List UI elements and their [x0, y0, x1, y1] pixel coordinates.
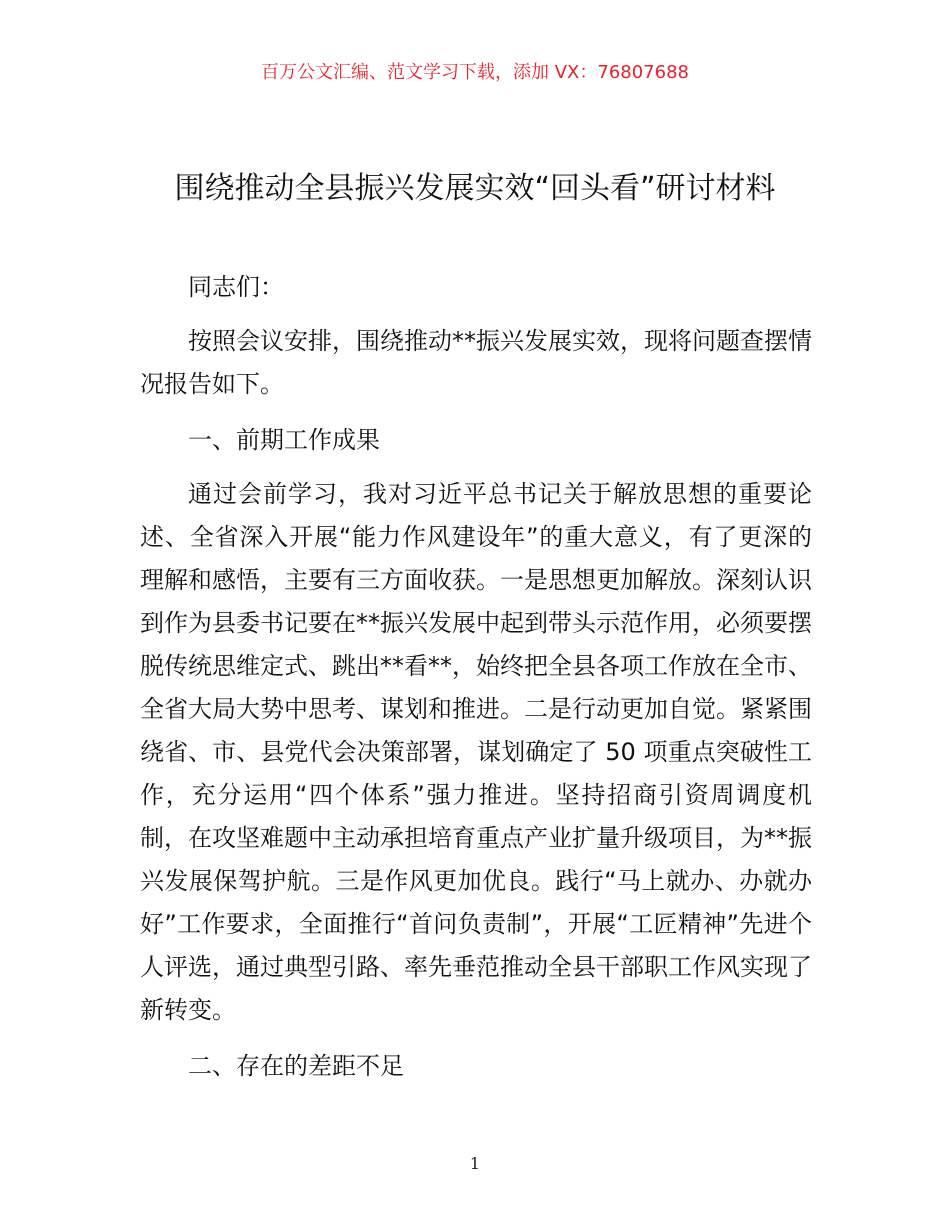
page-number: 1	[469, 1154, 481, 1173]
document-title: 围绕推动全县振兴发展实效“回头看”研讨材料	[174, 171, 776, 206]
intro-paragraph: 按照会议安排，围绕推动**振兴发展实效，现将问题查摆情况报告如下。	[140, 327, 812, 398]
section-1-heading: 一、前期工作成果	[188, 426, 380, 454]
section-1-paragraph: 通过会前学习，我对习近平总书记关于解放思想的重要论述、全省深入开展“能力作风建设年”的重大意义，有了更深的理解和感悟，主要有三方面收获。一是思想更加解放。深刻认识到作为县委书记要在**振兴发展中起到带头示范作用，必须要摆脱传统思维定式、跳出**看**，始终把全县各项工作放在全市、全省大局大势中思考、谋划和推进。二是行动更加自觉。紧紧围绕省、市、县党代会决策部署，谋划确定了 50 项重点突破性工作，充分运用“四个体系”强力推进。坚持招商引资周调度机制，在攻坚难题中主动承担培育重点产业扩量升级项目，为**振兴发展保驾护航。三是作风更加优良。践行“马上就办、办就办好”工作要求，全面推行“首问负责制”，开展“工匠精神”先进个人评选，通过典型引路、率先垂范推动全县干部职工作风实现了新转变。	[140, 480, 812, 1024]
document-body	[140, 266, 812, 1088]
salutation: 同志们：	[188, 273, 284, 301]
section-2-heading: 二、存在的差距不足	[188, 1052, 404, 1080]
watermark-banner: 百万公文汇编、范文学习下载，添加 VX：76807688	[261, 62, 689, 83]
